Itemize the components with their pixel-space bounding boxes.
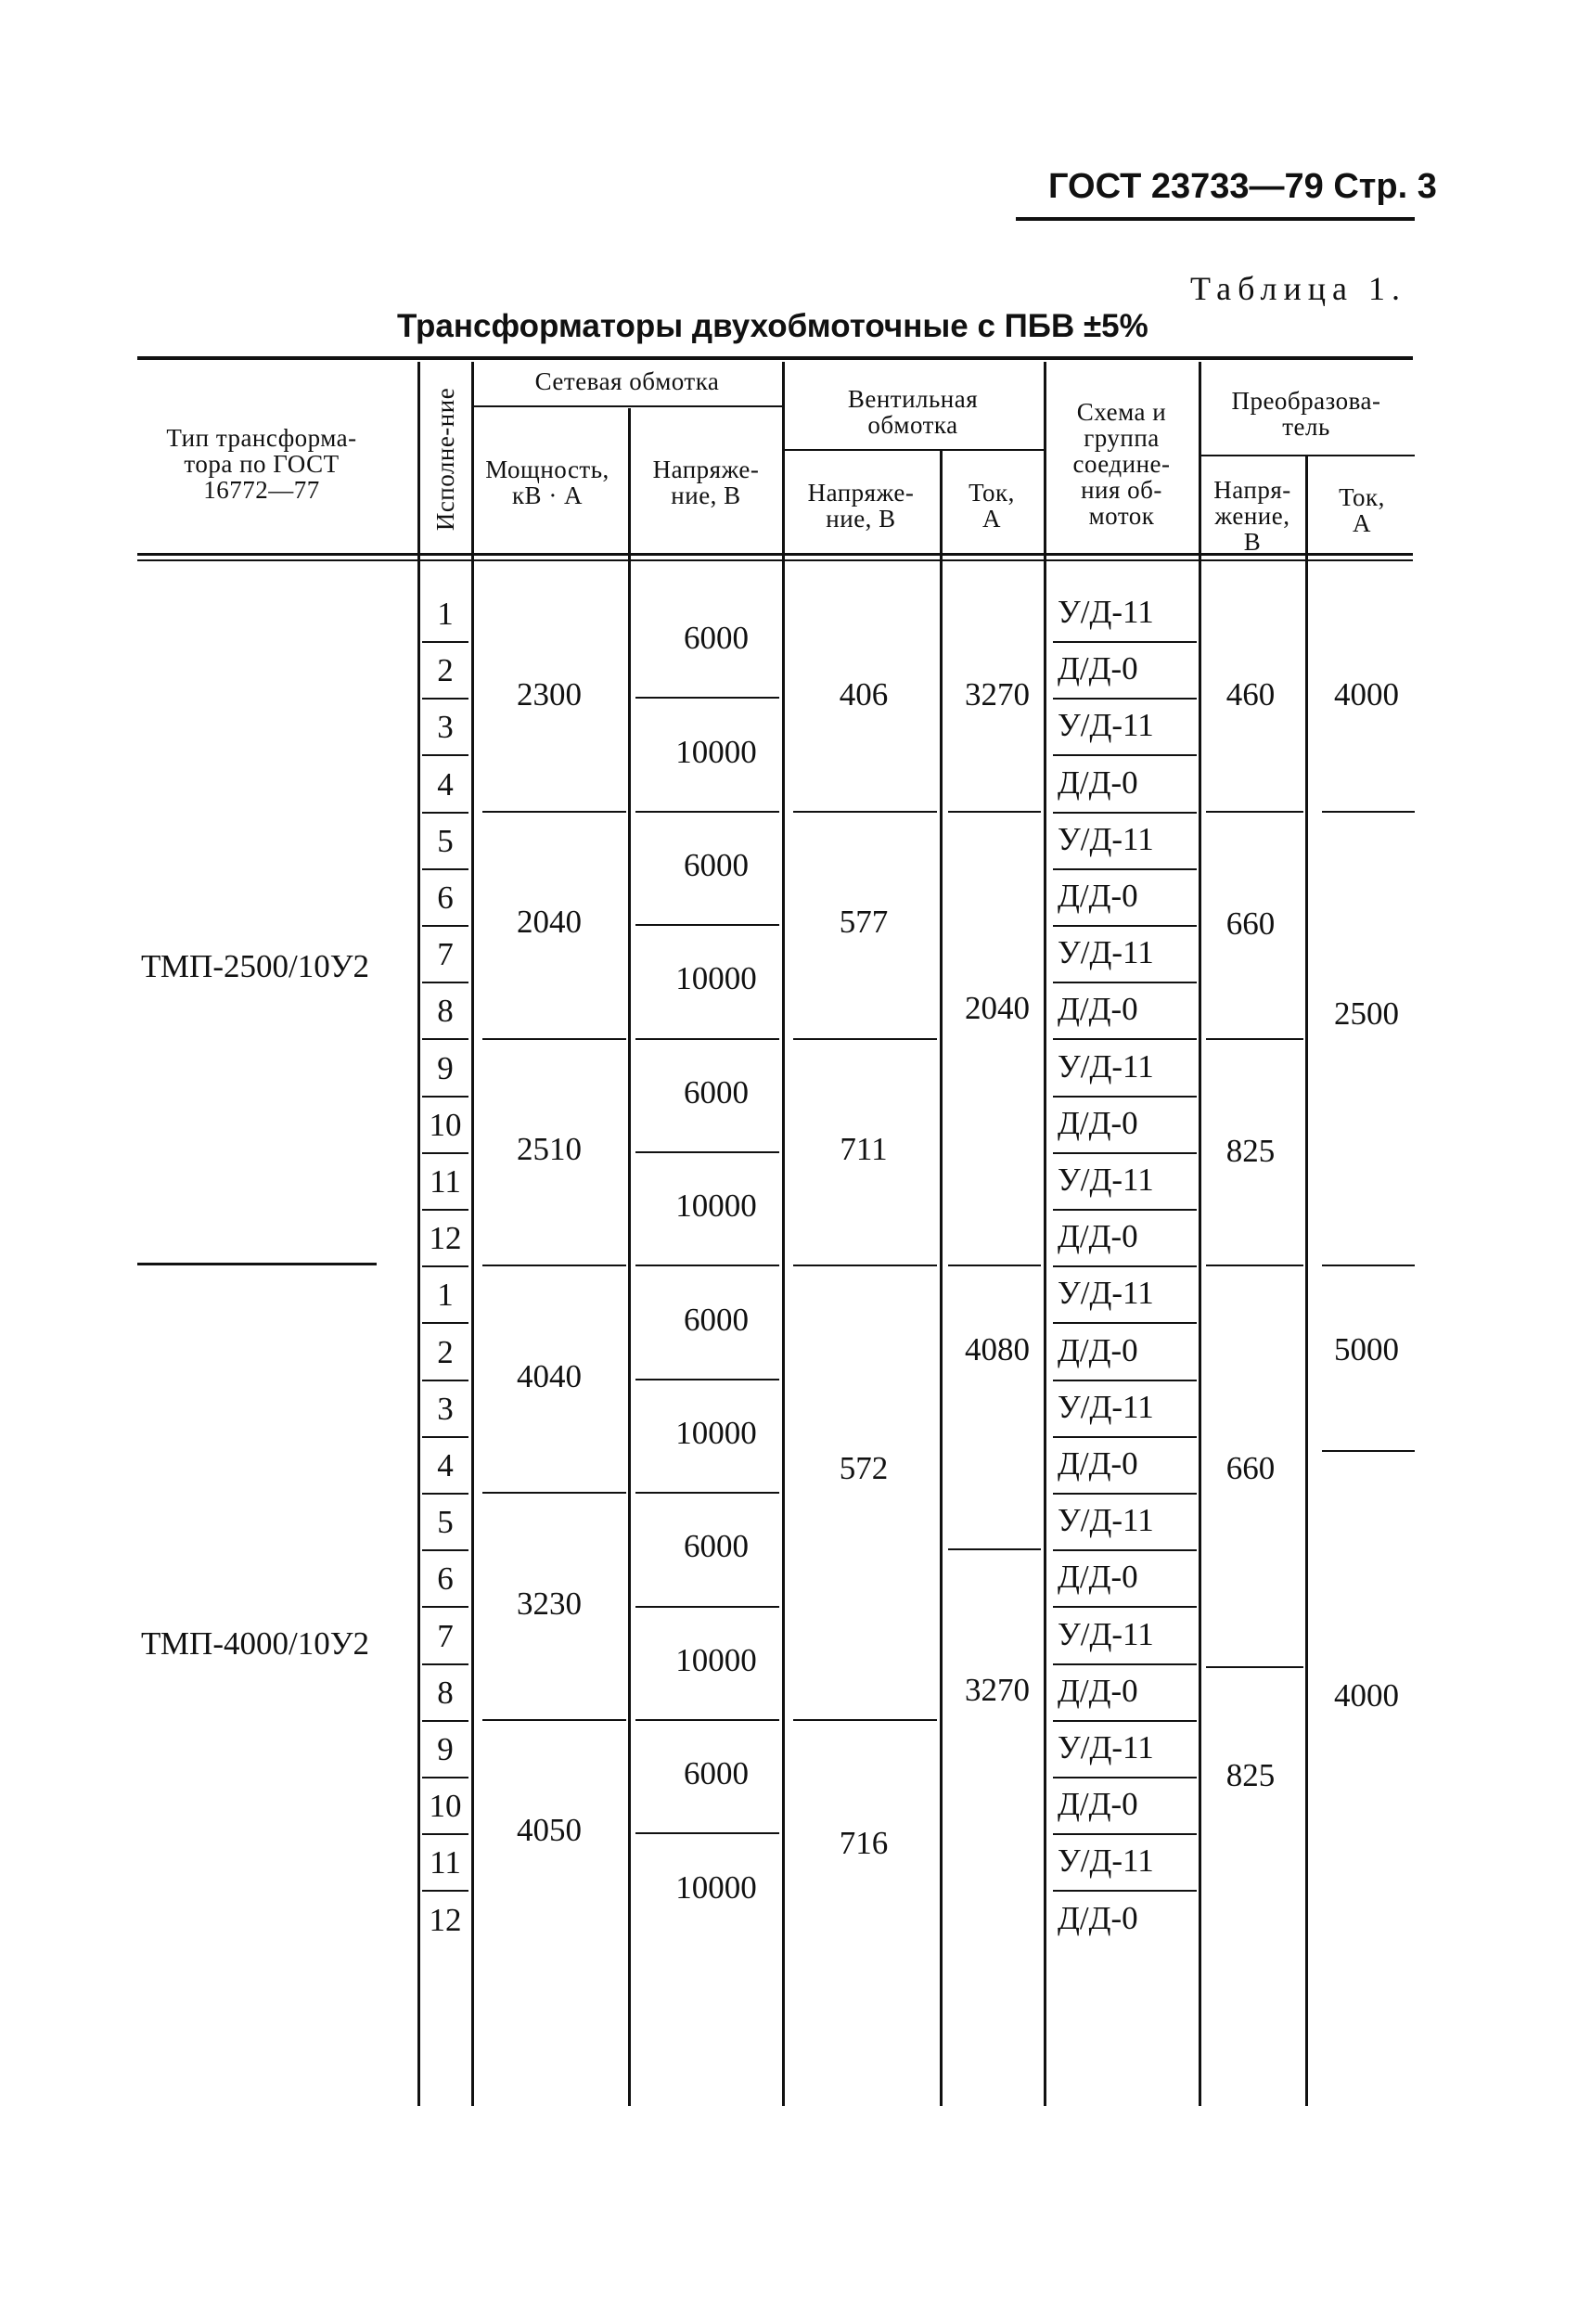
header-valve-group: Вентильная обмотка [847,385,979,439]
header-valve-voltage: Напряже- ние, В [807,479,915,533]
net-voltage-value: 6000 [684,1528,749,1565]
power-value: 4040 [517,1357,582,1394]
transformer-type: ТМП-2500/10У2 [141,948,369,985]
header-power: Мощность, кВ · А [485,456,609,509]
scheme-row-rule [1053,1549,1197,1551]
power-group-rule [482,1492,626,1494]
scheme-row-rule [1053,1209,1197,1211]
valve-group-rule [782,449,1044,451]
valve-voltage-value: 406 [839,676,889,713]
header-conv-current: Ток, А [1339,483,1385,537]
net-voltage-rule [635,1492,779,1494]
execution-number: 4 [437,765,454,802]
connection-scheme: У/Д-11 [1058,1843,1154,1880]
conv-voltage-value: 660 [1225,905,1276,943]
execution-number: 2 [437,1333,454,1370]
net-voltage-rule [635,697,779,699]
scheme-row-rule [1053,982,1197,983]
power-value: 3230 [517,1585,582,1622]
execution-number: 10 [429,1106,462,1143]
execution-row-rule [422,641,468,643]
network-group-rule [471,405,782,407]
net-voltage-value: 6000 [684,1301,749,1338]
vrule-1 [417,362,420,2106]
connection-scheme: У/Д-11 [1058,820,1154,857]
header-type: Тип трансформа- тора по ГОСТ 16772—77 [166,424,357,504]
execution-row-rule [422,1890,468,1892]
net-voltage-rule [635,1151,779,1153]
connection-scheme: Д/Д-0 [1058,1218,1138,1255]
vrule-2 [471,362,474,2106]
vrule-5 [940,450,943,2106]
connection-scheme: У/Д-11 [1058,1047,1154,1085]
conv-current-rule [1322,811,1415,813]
execution-number: 12 [429,1220,462,1257]
execution-number: 8 [437,1674,454,1711]
block-separator [1322,1265,1415,1266]
net-voltage-value: 10000 [675,733,757,770]
execution-number: 1 [437,596,454,632]
connection-scheme: Д/Д-0 [1058,991,1138,1028]
execution-row-rule [422,698,468,700]
execution-row-rule [422,1380,468,1381]
net-voltage-rule [635,1719,779,1721]
net-voltage-value: 6000 [684,847,749,883]
scheme-row-rule [1053,1833,1197,1835]
net-voltage-rule [635,1606,779,1608]
conv-voltage-rule [1206,811,1303,813]
net-voltage-value: 10000 [675,1415,757,1451]
header-conv-voltage: Напря- жение, В [1213,476,1291,556]
net-voltage-value: 10000 [675,1188,757,1225]
power-value: 2510 [517,1131,582,1167]
vrule-7 [1199,362,1201,2106]
execution-row-rule [422,1265,468,1267]
scheme-row-rule [1053,1663,1197,1665]
connection-scheme: У/Д-11 [1058,1275,1154,1312]
connection-scheme: Д/Д-0 [1058,878,1138,914]
header-scheme: Схема и группа соедине- ния об- моток [1072,398,1171,530]
scheme-row-rule [1053,1322,1197,1324]
net-voltage-value: 6000 [684,620,749,657]
connection-scheme: У/Д-11 [1058,1502,1154,1539]
execution-row-rule [422,1096,468,1098]
power-value: 2300 [517,676,582,713]
scheme-row-rule [1053,698,1197,700]
header-converter-group: Преобразова- тель [1231,387,1381,441]
connection-scheme: У/Д-11 [1058,594,1154,630]
execution-number: 10 [429,1788,462,1825]
header-net-voltage: Напряже- ние, В [652,456,760,509]
valve-voltage-value: 572 [839,1450,889,1486]
conv-voltage-rule [1206,1038,1303,1040]
conv-voltage-value: 460 [1225,676,1276,713]
power-value: 2040 [517,904,582,941]
execution-row-rule [422,1549,468,1551]
execution-number: 1 [437,1277,454,1314]
table-top-rule [137,356,1413,360]
power-group-rule [482,811,626,813]
valve-voltage-rule [793,1038,937,1040]
connection-scheme: Д/Д-0 [1058,1559,1138,1596]
scheme-row-rule [1053,868,1197,870]
execution-row-rule [422,1493,468,1495]
execution-number: 6 [437,880,454,916]
execution-number: 12 [429,1901,462,1938]
execution-row-rule [422,754,468,756]
execution-number: 3 [437,1390,454,1427]
net-voltage-rule [635,1265,779,1266]
execution-row-rule [422,982,468,983]
scheme-row-rule [1053,1493,1197,1495]
conv-voltage-value: 660 [1225,1450,1276,1486]
execution-row-rule [422,1152,468,1154]
header-bottom-rule-2 [137,559,1413,561]
scheme-row-rule [1053,1436,1197,1438]
valve-voltage-value: 716 [839,1825,889,1862]
scheme-row-rule [1053,1777,1197,1778]
power-group-rule [482,1719,626,1721]
execution-number: 3 [437,709,454,746]
execution-number: 5 [437,822,454,859]
net-voltage-rule [635,811,779,813]
table-title: Трансформаторы двухобмоточные с ПБВ ±5% [397,308,1148,344]
valve-current-value: 3270 [965,676,1030,713]
execution-row-rule [422,812,468,814]
execution-row-rule [422,1720,468,1722]
scheme-row-rule [1053,1890,1197,1892]
connection-scheme: У/Д-11 [1058,1162,1154,1198]
page-header: ГОСТ 23733—79 Стр. 3 [1048,167,1437,206]
valve-voltage-rule [793,1719,937,1721]
execution-row-rule [422,925,468,927]
connection-scheme: У/Д-11 [1058,1388,1154,1425]
net-voltage-value: 6000 [684,1073,749,1111]
block-separator [482,1265,626,1266]
connection-scheme: У/Д-11 [1058,707,1154,744]
valve-current-value: 3270 [965,1671,1030,1708]
conv-current-value: 5000 [1334,1330,1399,1367]
block-separator [1206,1265,1303,1266]
conv-current-value: 2500 [1334,995,1399,1033]
conv-current-value: 4000 [1334,1676,1399,1714]
execution-number: 11 [430,1844,461,1881]
scheme-row-rule [1053,641,1197,643]
header-valve-current: Ток, А [969,479,1015,533]
vrule-6 [1044,362,1046,2106]
connection-scheme: У/Д-11 [1058,1729,1154,1765]
header-execution: Исполне-ние [431,387,459,532]
table-label: Таблица 1. [1190,270,1406,307]
conv-current-value: 4000 [1334,676,1399,713]
block-separator [793,1265,937,1266]
converter-group-rule [1199,455,1415,456]
valve-current-value: 2040 [965,990,1030,1027]
vrule-4 [782,362,785,2106]
transformer-type: ТМП-4000/10У2 [141,1624,369,1662]
scheme-row-rule [1053,1265,1197,1267]
net-voltage-value: 10000 [675,1868,757,1906]
conv-voltage-value: 825 [1225,1757,1276,1794]
execution-number: 9 [437,1731,454,1767]
connection-scheme: Д/Д-0 [1058,1104,1138,1141]
connection-scheme: Д/Д-0 [1058,764,1138,801]
scheme-row-rule [1053,1720,1197,1722]
connection-scheme: У/Д-11 [1058,1615,1154,1652]
connection-scheme: Д/Д-0 [1058,1445,1138,1482]
execution-row-rule [422,1606,468,1608]
connection-scheme: У/Д-11 [1058,934,1154,971]
scheme-row-rule [1053,1380,1197,1381]
valve-current-value: 4080 [965,1330,1030,1367]
connection-scheme: Д/Д-0 [1058,1899,1138,1936]
scheme-row-rule [1053,925,1197,927]
execution-row-rule [422,1833,468,1835]
execution-number: 7 [437,936,454,973]
block-separator [137,1263,377,1265]
scheme-row-rule [1053,1096,1197,1098]
net-voltage-rule [635,1832,779,1834]
vrule-8 [1305,456,1308,2106]
power-group-rule [482,1038,626,1040]
execution-number: 11 [430,1163,461,1200]
connection-scheme: Д/Д-0 [1058,1672,1138,1709]
execution-row-rule [422,1038,468,1040]
execution-row-rule [422,1663,468,1665]
execution-row-rule [422,1777,468,1778]
scheme-row-rule [1053,1606,1197,1608]
vrule-3 [628,408,631,2106]
execution-number: 2 [437,652,454,689]
net-voltage-rule [635,1038,779,1040]
conv-voltage-value: 825 [1225,1133,1276,1169]
execution-number: 6 [437,1560,454,1598]
execution-row-rule [422,868,468,870]
net-voltage-value: 10000 [675,1641,757,1678]
connection-scheme: Д/Д-0 [1058,1331,1138,1368]
connection-scheme: Д/Д-0 [1058,1786,1138,1823]
execution-number: 5 [437,1504,454,1541]
power-value: 4050 [517,1812,582,1849]
execution-number: 9 [437,1049,454,1086]
valve-current-rule [948,1548,1041,1550]
scheme-row-rule [1053,1152,1197,1154]
valve-voltage-rule [793,811,937,813]
execution-row-rule [422,1209,468,1211]
net-voltage-rule [635,924,779,926]
net-voltage-rule [635,1379,779,1380]
valve-voltage-value: 711 [840,1131,888,1167]
execution-row-rule [422,1436,468,1438]
net-voltage-value: 10000 [675,960,757,997]
connection-scheme: Д/Д-0 [1058,650,1138,687]
valve-voltage-value: 577 [839,904,889,941]
conv-voltage-rule [1206,1666,1303,1668]
block-separator [948,1265,1041,1266]
execution-number: 8 [437,993,454,1030]
header-network-group: Сетевая обмотка [534,367,720,395]
conv-current-rule [1322,1450,1415,1452]
execution-row-rule [422,1322,468,1324]
execution-number: 7 [437,1617,454,1654]
scheme-row-rule [1053,1038,1197,1040]
scheme-row-rule [1053,754,1197,756]
scheme-row-rule [1053,812,1197,814]
net-voltage-value: 6000 [684,1755,749,1792]
valve-current-rule [948,811,1041,813]
execution-number: 4 [437,1447,454,1483]
